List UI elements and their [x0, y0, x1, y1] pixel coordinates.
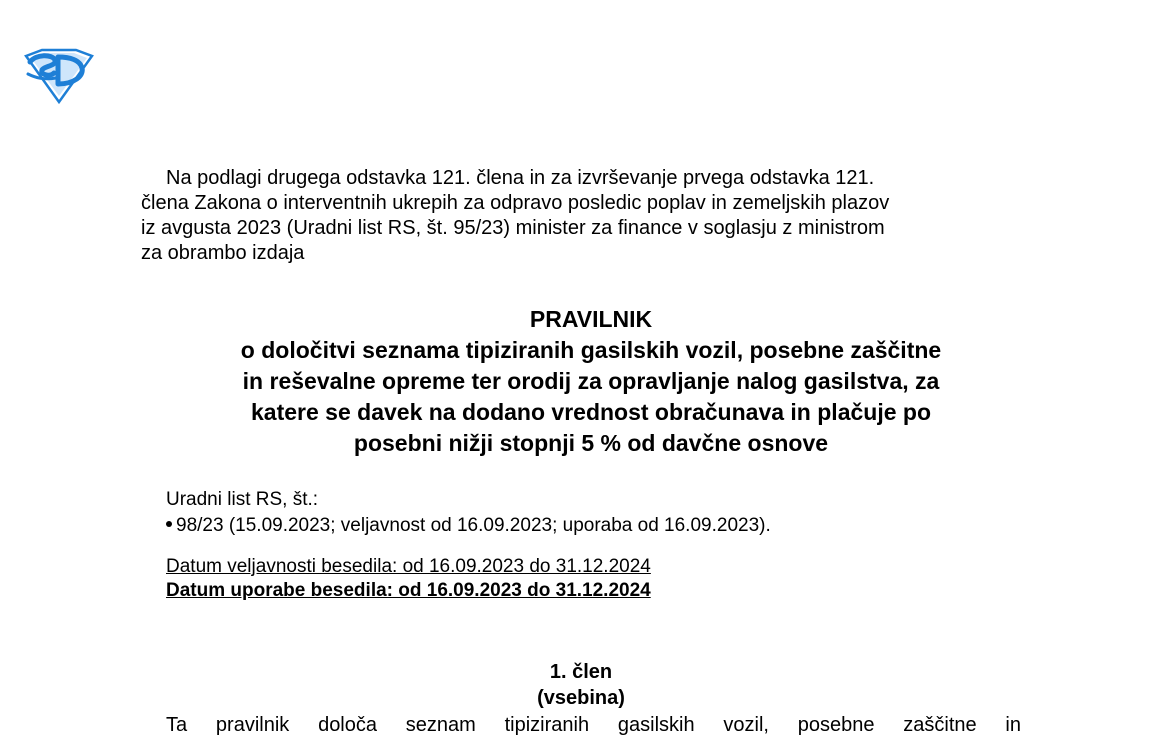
gazette-entry [166, 513, 771, 539]
sd-logo-icon [22, 48, 96, 104]
preamble-line: za obrambo izdaja [141, 242, 305, 264]
validity-block [166, 555, 651, 603]
preamble-line: člena Zakona o interventnih ukrepih za odpravo posledic poplav in zemeljskih plazov [141, 192, 890, 214]
regulation-title-line: o določitvi seznama tipiziranih gasilskih vozil, posebne zaščitne [240, 337, 942, 363]
article-subheading: (vsebina) [537, 687, 625, 709]
article-number: 1. člen [549, 661, 613, 683]
preamble-line: Na podlagi drugega odstavka 121. člena in za izvrševanje prvega odstavka 121. [166, 167, 875, 189]
regulation-title-line: katere se davek na dodano vrednost obračunava in plačuje po [251, 399, 931, 425]
preamble-paragraph [141, 166, 1021, 266]
article-body-line: Ta pravilnik določa seznam tipiziranih gasilskih vozil, posebne zaščitne in [166, 714, 1021, 736]
regulation-title [141, 304, 1041, 459]
regulation-title-main: PRAVILNIK [529, 306, 653, 332]
gazette-entry-text: 98/23 (15.09.2023; veljavnost od 16.09.2023; uporaba od 16.09.2023). [176, 515, 771, 536]
bullet-icon [166, 521, 172, 527]
article-heading [141, 659, 1021, 711]
gazette-label: Uradni list RS, št.: [166, 489, 319, 510]
preamble-line: iz avgusta 2023 (Uradni list RS, št. 95/23) minister za finance v soglasju z ministrom [141, 217, 885, 239]
regulation-title-line: in reševalne opreme ter orodij za opravljanje nalog gasilstva, za [242, 368, 940, 394]
regulation-title-line: posebni nižji stopnji 5 % od davčne osnove [353, 430, 829, 456]
official-gazette-block [166, 487, 771, 539]
validity-date: Datum veljavnosti besedila: od 16.09.2023 do 31.12.2024 [166, 556, 651, 577]
use-date: Datum uporabe besedila: od 16.09.2023 do 31.12.2024 [166, 580, 651, 601]
